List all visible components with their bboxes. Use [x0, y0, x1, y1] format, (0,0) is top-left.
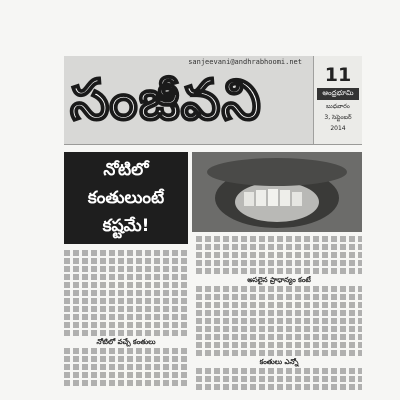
article-photo	[192, 152, 362, 232]
paper-name: ఆంధ్రభూమి	[317, 88, 359, 100]
subheading-3: నోటిలో వచ్చే కంతులు	[96, 338, 156, 346]
masthead	[64, 56, 362, 145]
headline-line-3: కష్టమే!	[102, 216, 150, 236]
email-address: sanjeevani@andhrabhoomi.net	[188, 58, 302, 66]
subheading-1: అసలైన ప్రాధాన్యం కంటే	[247, 276, 311, 284]
weekday: బుధవారం	[326, 103, 350, 110]
headline-line-1: నోటిలో	[103, 160, 149, 180]
year: 2014	[330, 125, 346, 132]
brand-title: సంజీవని	[70, 68, 262, 133]
mouth-photo-illustration	[192, 152, 362, 232]
subheading-2: కంతులు ఎన్నో	[259, 358, 299, 366]
date-number: 11	[324, 64, 352, 86]
date-box	[313, 56, 362, 144]
left-column-text	[64, 248, 188, 388]
date-text: 3, సెప్టెంబర్	[324, 114, 352, 121]
headline-block	[64, 152, 188, 244]
headline-line-2: కంతులుంటే	[87, 188, 165, 208]
right-column-text	[196, 234, 362, 392]
